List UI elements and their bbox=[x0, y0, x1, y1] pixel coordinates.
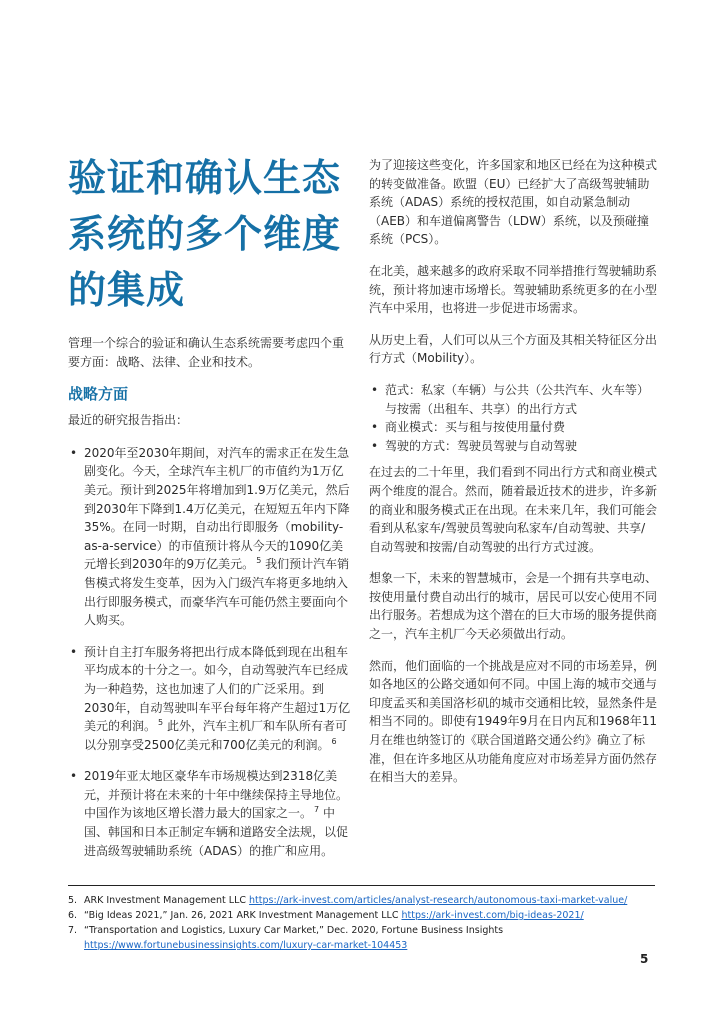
title-line-1: 验证和确认生态 bbox=[68, 156, 342, 200]
footnote-item bbox=[68, 923, 658, 953]
title-line-3: 的集成 bbox=[68, 268, 186, 312]
list-item bbox=[369, 418, 657, 437]
footnotes bbox=[68, 893, 658, 953]
list-item bbox=[68, 767, 353, 860]
strategy-bullet-list bbox=[68, 444, 353, 860]
bullet-icon: • bbox=[371, 382, 379, 397]
paragraph-north-america: 在北美，越来越多的政府采取不同举措推行驾驶辅助系统，预计将加速市场增长。驾驶辅助系统更多的在小型汽车中采用，也将进一步促进市场需求。 bbox=[369, 263, 658, 316]
bullet-text: 范式：私家（车辆）与公共（公共汽车、火车等）与按需（出租车、共享）的出行方式 bbox=[385, 382, 650, 416]
footnote-number: 6. bbox=[68, 910, 78, 921]
paragraph-market-differences: 然而，他们面临的一个挑战是应对不同的市场差异，例如各地区的公路交通如何不同。中国上海的城市交通与印度孟买和美国洛杉矶的城市交通相比较，显然条件是相当不同的。即使有1949年9月在日内瓦和1968年11月在维也纳签订的《联合国道路交通公约》确立了标准，但在许多地区从功能角度应对市场差异方面仍然存在相当大的差异。 bbox=[369, 658, 658, 785]
list-item bbox=[68, 643, 353, 755]
page-number: 5 bbox=[640, 952, 649, 966]
strategy-heading: 战略方面 bbox=[68, 385, 129, 404]
bullet-text: 预计自主打车服务将把出行成本降低到现在出租车平均成本的十分之一。如今，自动驾驶汽车已经成为一种趋势，这也加速了人们的广泛采用。到2030年，自动驾驶叫车平台每年将产生超过1万亿美元的利润。 bbox=[84, 644, 351, 734]
list-item bbox=[68, 444, 353, 630]
title-line-2: 系统的多个维度 bbox=[68, 212, 342, 256]
page-title bbox=[68, 150, 353, 318]
paragraph-smart-city: 想象一下，未来的智慧城市，会是一个拥有共享电动、按使用量付费自动出行的城市，居民可以安心使用不同出行服务。若想成为这个潜在的巨大市场的服务提供商之一，汽车主机厂今天必须做出行动。 bbox=[369, 571, 658, 642]
footnote-ref[interactable]: 5 bbox=[158, 718, 164, 728]
bullet-text-continued: 我们预计汽车销售模式将发生变革，因为入门级汽车将更多地纳入出行即服务模式，而豪华汽车可能仍然主要面向个人购买。 bbox=[84, 557, 350, 628]
footnote-link[interactable]: https://ark-invest.com/articles/analyst-research/autonomous-taxi-market-value/ bbox=[249, 895, 628, 906]
footnote-text: “Big Ideas 2021,” Jan. 26, 2021 ARK Investment Management LLC bbox=[84, 910, 402, 921]
mobility-bullet-list bbox=[369, 381, 657, 455]
bullet-text: 驾驶的方式：驾驶员驾驶与自动驾驶 bbox=[385, 438, 578, 453]
footnote-item bbox=[68, 908, 658, 923]
paragraph-eu-adas: 为了迎接这些变化，许多国家和地区已经在为这种模式的转变做准备。欧盟（EU）已经扩大了高级驾驶辅助系统（ADAS）系统的授权范围，如自动紧急制动（AEB）和车道偏离警告（LDW）系统，以及预碰撞系统（PCS）。 bbox=[369, 158, 658, 247]
bullet-icon: • bbox=[371, 420, 379, 435]
left-column bbox=[68, 334, 353, 873]
bullet-text: 2019年亚太地区豪华车市场规模达到2318亿美元，并预计将在未来的十年中继续保持主导地位。中国作为该地区增长潜力最大的国家之一。 bbox=[84, 769, 349, 821]
bullet-text: 商业模式：买与租与按使用量付费 bbox=[385, 420, 566, 435]
list-item bbox=[369, 381, 657, 418]
footnote-text: ARK Investment Management LLC bbox=[84, 895, 250, 906]
bullet-text: 2020年至2030年期间，对汽车的需求正在发生急剧变化。今天，全球汽车主机厂的市值约为1万亿美元。预计到2025年将增加到1.9万亿美元，然后到2030年下降到1.4万亿美元，在短短五年内下降35%。在同一时期，自动出行即服务（mobility-as-a-service）的市值预计将从今天的1090亿美元增长到2030年的9万亿美元。 bbox=[84, 445, 350, 572]
bullet-text-continued: 此外，汽车主机厂和车队所有者可以分别享受2500亿美元和700亿美元的利润。 bbox=[84, 719, 347, 752]
footnote-link[interactable]: https://ark-invest.com/big-ideas-2021/ bbox=[401, 910, 584, 921]
intro-paragraph: 管理一个综合的验证和确认生态系统需要考虑四个重要方面：战略、法律、企业和技术。 bbox=[68, 336, 345, 369]
bullet-icon: • bbox=[371, 438, 379, 453]
paragraph-mobility-history: 从历史上看，人们可以从三个方面及其相关特征区分出行方式（Mobility）。 bbox=[369, 332, 658, 366]
footnote-number: 5. bbox=[68, 895, 78, 906]
footnote-ref[interactable]: 5 bbox=[256, 556, 262, 566]
footnote-text: “Transportation and Logistics, Luxury Car Market,” Dec. 2020, Fortune Business Insights bbox=[84, 925, 504, 936]
footnote-divider bbox=[68, 885, 655, 886]
footnote-ref[interactable]: 7 bbox=[314, 805, 320, 815]
bullet-icon: • bbox=[70, 769, 78, 784]
bullet-text-continued: 中国、韩国和日本正制定车辆和道路安全法规，以促进高级驾驶辅助系统（ADAS）的推广和应用。 bbox=[84, 806, 349, 858]
bullet-icon: • bbox=[70, 644, 78, 659]
footnote-item bbox=[68, 893, 658, 908]
footnote-link[interactable]: https://www.fortunebusinessinsights.com/luxury-car-market-104453 bbox=[84, 940, 408, 951]
bullet-icon: • bbox=[70, 445, 78, 460]
footnote-number: 7. bbox=[68, 925, 78, 936]
right-column bbox=[369, 156, 657, 787]
footnote-ref[interactable]: 6 bbox=[331, 736, 337, 746]
report-intro: 最近的研究报告指出： bbox=[68, 413, 189, 428]
list-item bbox=[369, 437, 657, 456]
paragraph-two-decades: 在过去的二十年里，我们看到不同出行方式和商业模式两个维度的混合。然而，随着最近技术的进步，许多新的商业和服务模式正在出现。在未来几年，我们可能会看到从私家车/驾驶员驾驶向私家车/自动驾驶、共享/自动驾驶和按需/自动驾驶的出行方式过渡。 bbox=[369, 465, 658, 554]
